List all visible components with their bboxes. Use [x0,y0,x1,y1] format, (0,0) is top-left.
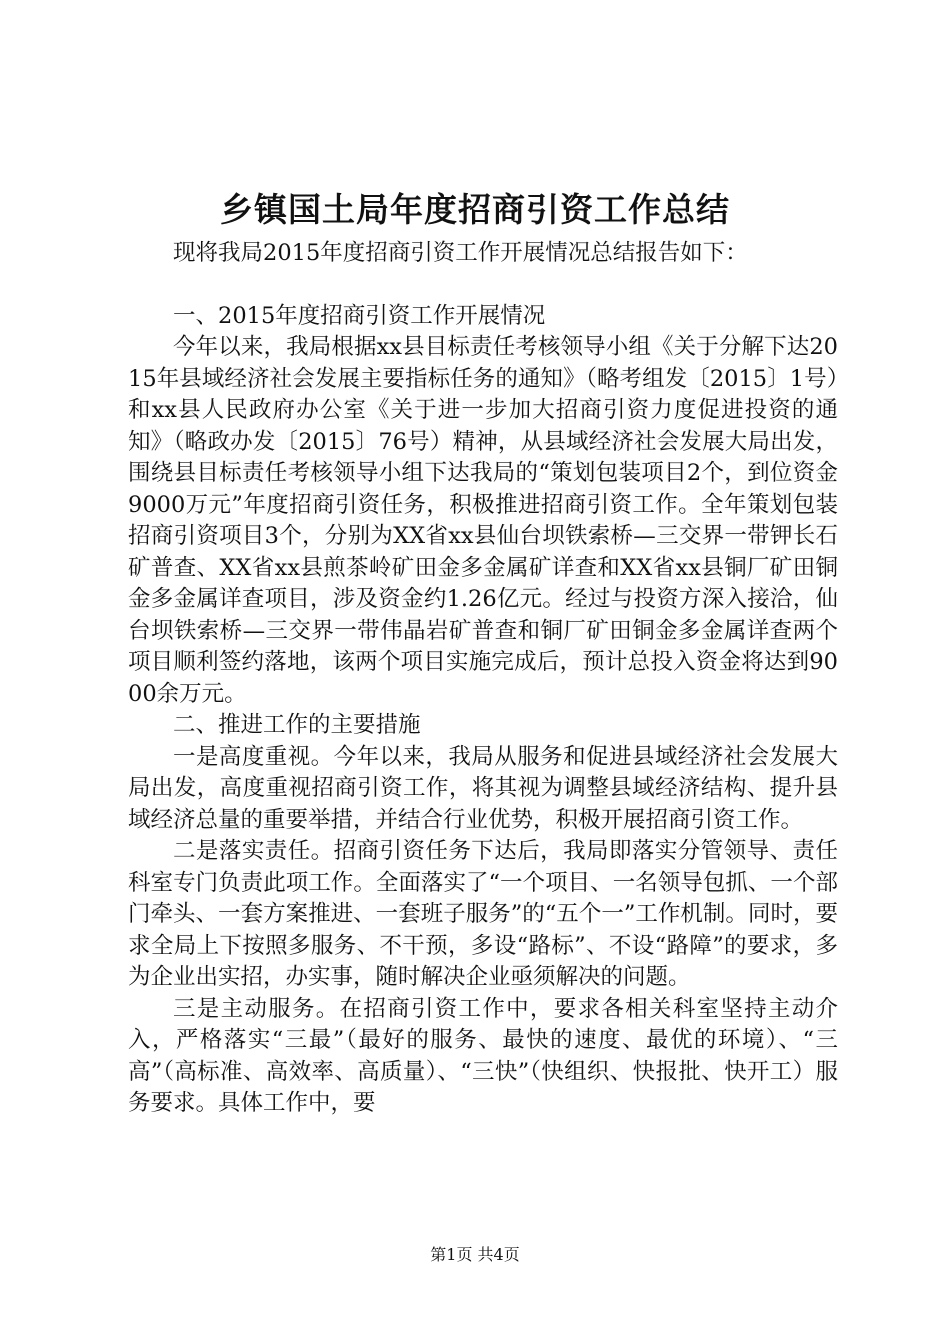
page-footer: 第1页 共4页 [430,1245,520,1264]
section1-heading: 一、2015年度招商引资工作开展情况 [173,302,546,329]
measure2-paragraph: 二是落实责任。招商引资任务下达后，我局即落实分管领导、责任科室专门负责此项工作。全面落实了“一个项目、一名领导包抓、一个部门牵头、一套方案推进、一套班子服务”的“五个一”工作机制。同时，要求全局上下按照多服务、不干预，多设“路标”、不设“路障”的要求，多为企业出实招，办实事，随时解决企业亟须解决的问题。 [128,838,838,990]
document-body [128,238,838,1120]
section1-paragraph: 今年以来，我局根据xx县目标责任考核领导小组《关于分解下达2015年县域经济社会发展主要指标任务的通知》（略考组发〔2015〕1号）和xx县人民政府办公室《关于进一步加大招商引资力度促进投资的通知》（略政办发〔2015〕76号）精神，从县域经济社会发展大局出发，围绕县目标责任考核领导小组下达我局的“策划包装项目2个，到位资金9000万元”年度招商引资任务，积极推进招商引资工作。全年策划包装招商引资项目3个，分别为XX省xx县仙台坝铁索桥—三交界一带钾长石矿普查、XX省xx县煎茶岭矿田金多金属矿详查和XX省xx县铜厂矿田铜金多金属详查项目，涉及资金约1.26亿元。经过与投资方深入接洽，仙台坝铁索桥—三交界一带伟晶岩矿普查和铜厂矿田铜金多金属详查两个项目顺利签约落地，该两个项目实施完成后，预计总投入资金将达到9000余万元。 [128,334,838,707]
section2-heading: 二、推进工作的主要措施 [173,712,421,738]
document-title: 乡镇国土局年度招商引资工作总结 [220,190,730,229]
intro-paragraph: 现将我局2015年度招商引资工作开展情况总结报告如下： [173,240,748,266]
measure3-paragraph: 三是主动服务。在招商引资工作中，要求各相关科室坚持主动介入，严格落实“三最”（最好的服务、最快的速度、最优的环境）、“三高”（高标准、高效率、高质量）、“三快”（快组织、快报批、快开工）服务要求。具体工作中，要 [128,995,838,1116]
measure1-paragraph: 一是高度重视。今年以来，我局从服务和促进县域经济社会发展大局出发，高度重视招商引资工作，将其视为调整县域经济结构、提升县域经济总量的重要举措，并结合行业优势，积极开展招商引资工作。 [128,743,838,833]
paragraph-gap [128,270,838,301]
